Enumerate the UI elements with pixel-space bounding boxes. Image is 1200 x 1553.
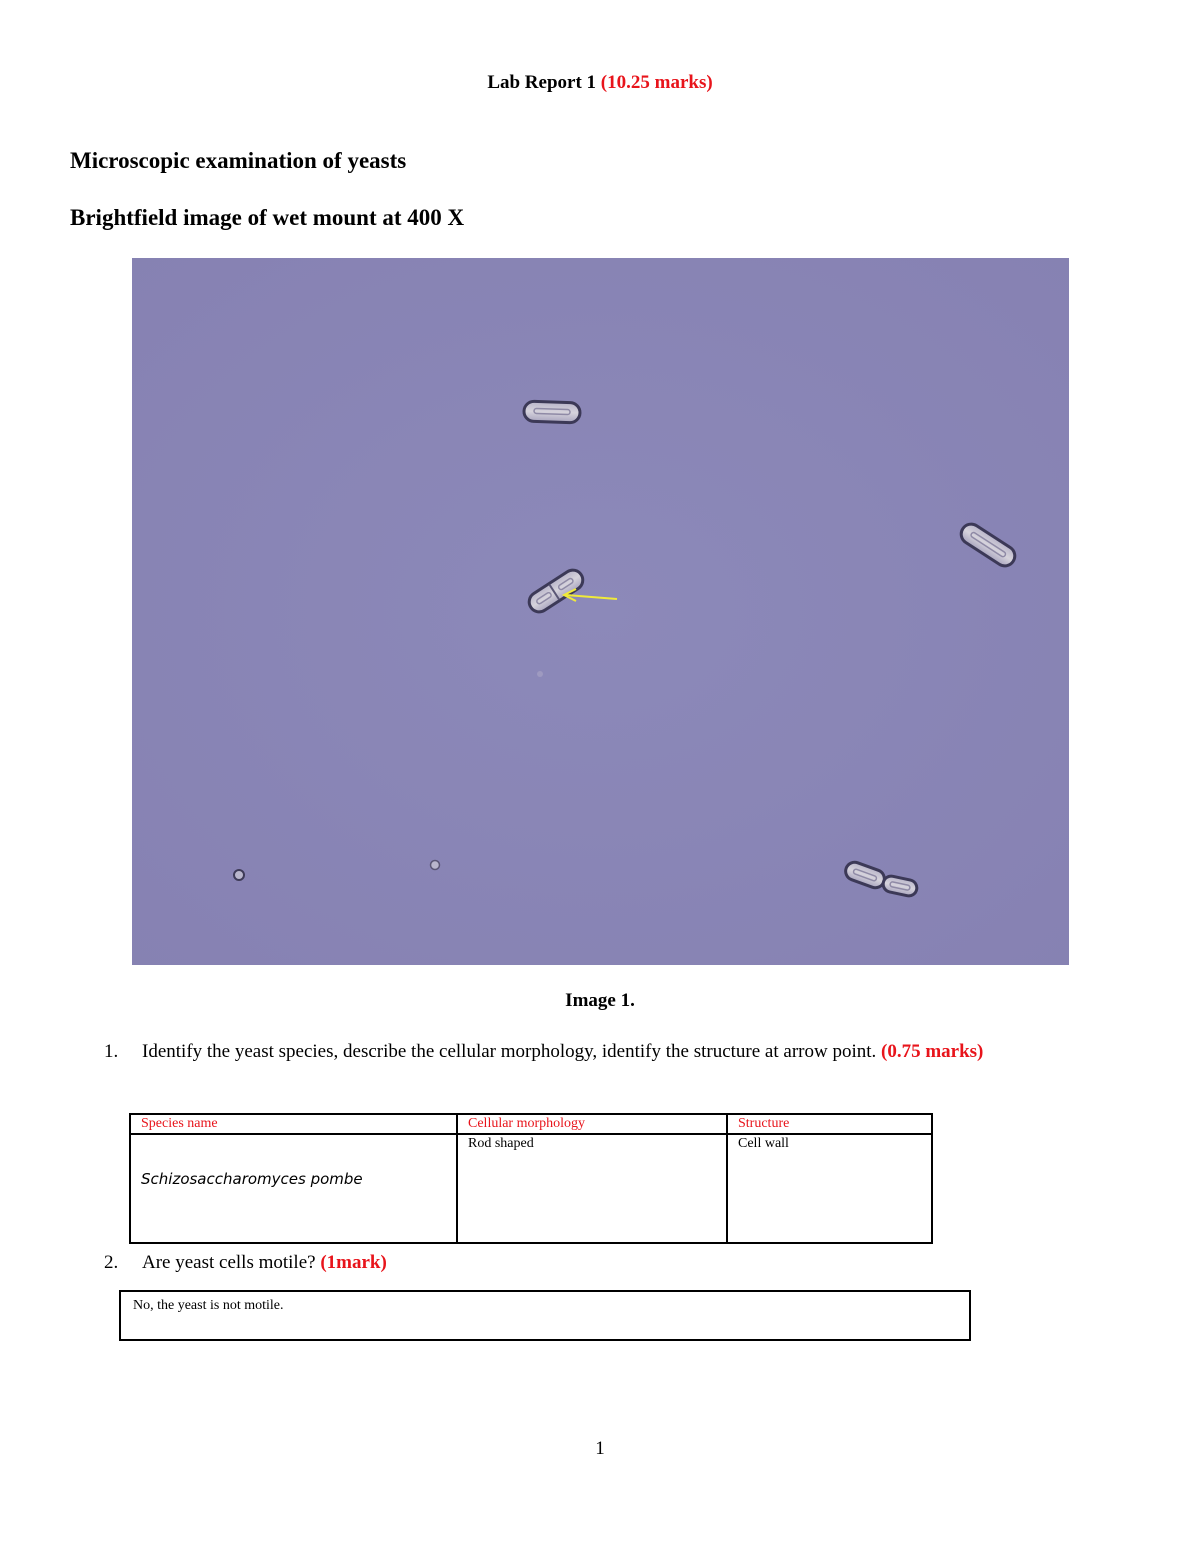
question-1: [104, 1041, 983, 1063]
image-background: [132, 258, 1069, 965]
species-name-cell[interactable]: Schizosaccharomyces pombe: [130, 1134, 457, 1243]
table-row: [130, 1134, 932, 1243]
question-text: Identify the yeast species, describe the cellular morphology, identify the structure at arrow point.: [142, 1041, 877, 1062]
report-title-text: Lab Report 1: [487, 72, 597, 93]
table-header-cell: Species name: [130, 1114, 457, 1134]
debris-particle: [234, 870, 244, 880]
microscope-image: [132, 258, 1069, 965]
answer-table: [129, 1113, 933, 1244]
question-text: Are yeast cells motile?: [142, 1252, 316, 1273]
debris-particle: [537, 671, 543, 677]
section-heading: Microscopic examination of yeasts: [70, 148, 407, 173]
section-subheading: Brightfield image of wet mount at 400 X: [70, 205, 465, 230]
morphology-cell[interactable]: Rod shaped: [457, 1134, 727, 1243]
structure-cell[interactable]: Cell wall: [727, 1134, 932, 1243]
question-marks: (0.75 marks): [881, 1041, 984, 1062]
report-total-marks: (10.25 marks): [600, 72, 713, 93]
question-number: 1.: [104, 1041, 119, 1062]
answer-box-q2[interactable]: No, the yeast is not motile.: [119, 1290, 971, 1341]
page-number: 1: [595, 1438, 605, 1459]
yeast-cell: [524, 401, 581, 423]
image-caption: Image 1.: [565, 990, 635, 1011]
table-header-cell: Structure: [727, 1114, 932, 1134]
question-marks: (1mark): [320, 1252, 387, 1273]
report-title: [0, 72, 1200, 94]
debris-particle: [431, 861, 440, 870]
table-header-row: [130, 1114, 932, 1134]
table-header-cell: Cellular morphology: [457, 1114, 727, 1134]
question-number: 2.: [104, 1252, 119, 1273]
question-2: [104, 1252, 387, 1274]
